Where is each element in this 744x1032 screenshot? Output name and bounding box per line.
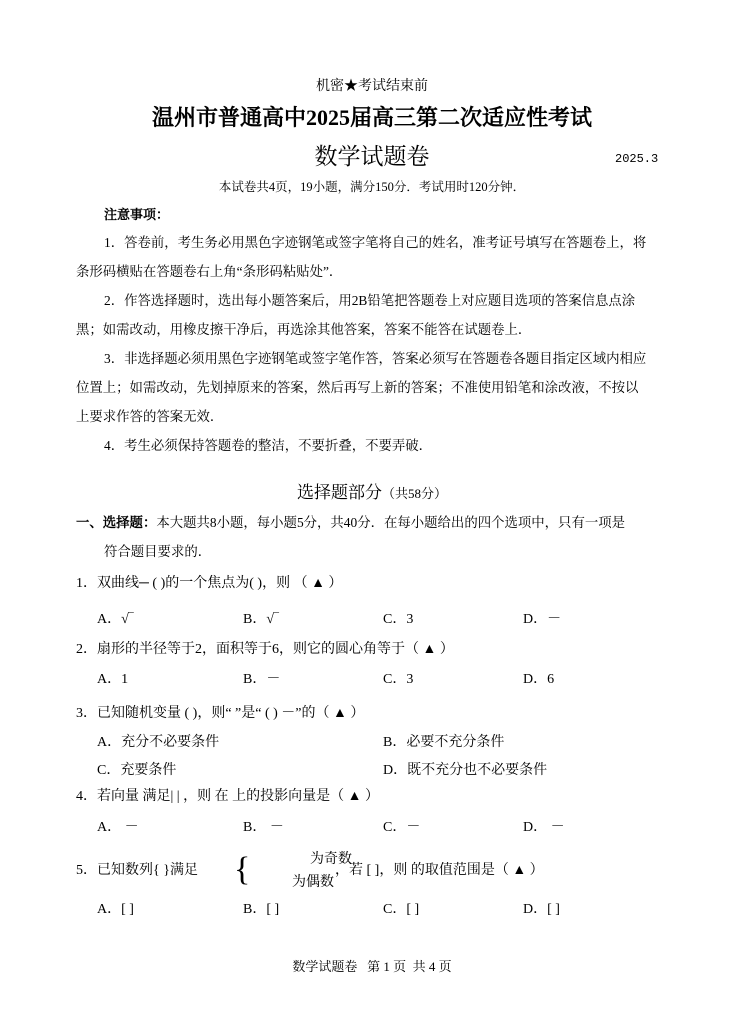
- question-3-option-d: D．既不充分也不必要条件: [383, 763, 548, 778]
- section-heading: [0, 482, 744, 505]
- note-line: 2．作答选择题时，选出每小题答案后，用2B铅笔把答题卷上对应题目选项的答案信息点涂: [104, 293, 636, 308]
- question-1-option-b: B．√‾: [243, 612, 279, 627]
- question-4-option-b: B． －: [243, 820, 284, 835]
- exam-date: 2025.3: [615, 152, 659, 166]
- question-2-option-d: D．6: [523, 672, 555, 687]
- exam-title: 温州市普通高中2025届高三第二次适应性考试: [151, 105, 592, 130]
- question-2-option-a: A．1: [97, 672, 129, 687]
- question-5-option-a: A．[ ]: [97, 902, 134, 917]
- section-intro-label: 一、选择题：: [76, 515, 157, 530]
- question-5-case-even: 为偶数: [292, 875, 334, 890]
- question-4-option-a: A． －: [97, 820, 139, 835]
- note-line: 条形码横贴在答题卷右上角“条形码粘贴处”．: [76, 264, 343, 279]
- question-5-option-d: D．[ ]: [523, 902, 560, 917]
- question-1-option-c: C．3: [383, 612, 414, 627]
- section-points: （共58分）: [381, 486, 447, 501]
- section-intro: [76, 514, 625, 532]
- question-4-stem: 4．若向量 满足| | ，则 在 上的投影向量是（ ▲ ）: [76, 789, 379, 804]
- question-1-stem: 1．双曲线─ ( )的一个焦点为( )，则 （ ▲ ）: [76, 576, 343, 591]
- question-4-option-c: C．－: [383, 820, 421, 835]
- note-line: 3．非选择题必须用黑色字迹钢笔或签字笔作答，答案必须写在答题卷各题目指定区域内相应: [104, 351, 647, 366]
- question-4-option-d: D． －: [523, 820, 565, 835]
- question-5-stem-start: 5．已知数列{ }满足: [76, 863, 198, 878]
- question-3-option-b: B．必要不充分条件: [383, 735, 505, 750]
- confidential-label: 机密★考试结束前: [316, 79, 428, 94]
- note-line: 4．考生必须保持答题卷的整洁，不要折叠，不要弄破．: [104, 438, 433, 453]
- page-footer: 数学试题卷 第 1 页 共 4 页: [292, 959, 452, 974]
- question-5-stem-end: ，若 [ ]，则 的取值范围是（ ▲ ）: [335, 863, 544, 878]
- notes-heading: 注意事项：: [104, 207, 170, 222]
- question-3-option-c: C．充要条件: [97, 763, 177, 778]
- question-1-option-d: D．－: [523, 612, 562, 627]
- question-5-option-c: C．[ ]: [383, 902, 420, 917]
- section-intro-cont: 符合题目要求的．: [104, 544, 212, 559]
- question-1-option-a: A．√‾: [97, 612, 134, 627]
- note-line: 上要求作答的答案无效．: [76, 409, 224, 424]
- note-line: 1．答卷前，考生务必用黑色字迹钢笔或签字笔将自己的姓名，准考证号填写在答题卷上，将: [104, 235, 647, 250]
- question-2-stem: 2．扇形的半径等于2，面积等于6，则它的圆心角等于（ ▲ ）: [76, 642, 454, 657]
- question-3-stem: 3．已知随机变量 ( )，则“ ”是“ ( ) －”的（ ▲ ）: [76, 706, 365, 721]
- note-line: 黑；如需改动，用橡皮擦干净后，再选涂其他答案，答案不能答在试题卷上．: [76, 322, 532, 337]
- section-intro-text: 本大题共8小题，每小题5分，共40分．在每小题给出的四个选项中，只有一项是: [156, 515, 626, 530]
- question-2-option-b: B．－: [243, 672, 281, 687]
- piecewise-brace-icon: {: [234, 851, 251, 888]
- exam-subtitle: 数学试题卷: [314, 144, 430, 169]
- question-5-option-b: B．[ ]: [243, 902, 280, 917]
- question-2-option-c: C．3: [383, 672, 414, 687]
- section-title: 选择题部分: [296, 483, 382, 502]
- question-5-case-odd: 为奇数: [310, 852, 352, 867]
- note-line: 位置上；如需改动，先划掉原来的答案，然后再写上新的答案；不准使用铅笔和涂改液，不按以: [76, 380, 639, 395]
- exam-info: 本试卷共4页，19小题，满分150分．考试用时120分钟．: [218, 180, 526, 194]
- question-3-option-a: A．充分不必要条件: [97, 735, 220, 750]
